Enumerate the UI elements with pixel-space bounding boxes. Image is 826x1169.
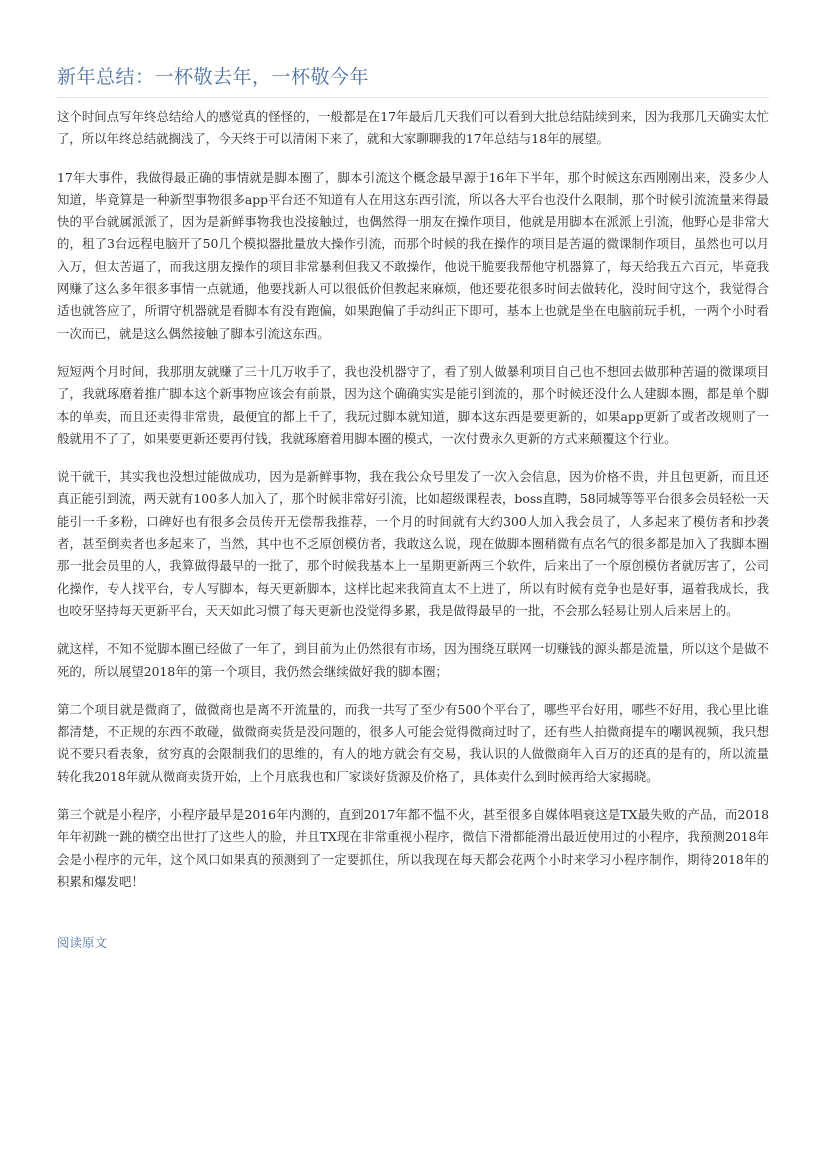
article-paragraph: 第三个就是小程序，小程序最早是2016年内测的，直到2017年都不愠不火，甚至很多自媒体唱衰这是TX最失败的产品，而2018年年初跳一跳的横空出世打了这些人的脸，并且TX现在非常重视小程序，微信下滑都能滑出最近使用过的小程序，我预测2018年会是小程序的元年，这个风口如果真的预测到了一定要抓住，所以我现在每天都会花两个小时来学习小程序制作，期待2018年的积累和爆发吧！ (57, 807, 769, 889)
title-divider (57, 97, 769, 98)
article-paragraph: 就这样，不知不觉脚本圈已经做了一年了，到目前为止仍然很有市场，因为围绕互联网一切赚钱的源头都是流量，所以这个是做不死的，所以展望2018年的第一个项目，我仍然会继续做好我的脚本圈； (57, 641, 769, 679)
article-paragraph: 第二个项目就是微商了，做微商也是离不开流量的，而我一共写了至少有500个平台了，哪些平台好用，哪些不好用，我心里比谁都清楚，不正规的东西不敢碰，做微商卖货是没问题的，很多人可能会觉得微商过时了，还有些人拍微商提车的嘲讽视频，我只想说不要只看表象，贫穷真的会限制我们的思维的，有人的地方就会有交易，我认识的人做微商年入百万的还真的是有的，所以流量转化我2018年就从微商卖货开始，上个月底我也和厂家谈好货源及价格了，具体卖什么到时候再给大家揭晓。 (57, 701, 769, 784)
article-paragraph: 短短两个月时间，我那朋友就赚了三十几万收手了，我也没机器守了，看了别人做暴利项目自己也不想回去做那种苦逼的微课项目了，我就琢磨着推广脚本这个新事物应该会有前景，因为这个确确实实是能引到流的，那个时候还没什么人建脚本圈，都是单个脚本的单卖，而且还卖得非常贵，最便宜的都上千了，我玩过脚本就知道，脚本这东西是要更新的，如果app更新了或者改规则了一般就用不了了，如果要更新还要再付钱，我就琢磨着用脚本圈的模式，一次付费永久更新的方式来颠覆这个行业。 (57, 363, 769, 446)
article-paragraph: 17年大事件，我做得最正确的事情就是脚本圈了，脚本引流这个概念最早源于16年下半年，那个时候这东西刚刚出来，没多少人知道，毕竟算是一种新型事物很多app平台还不知道有人在用这东西引流，所以各大平台也没什么限制，那个时候引流流量来得最快的平台就属派派了，因为是新鲜事物我也没接触过，也偶然得一朋友在操作项目，他就是用脚本在派派上引流，他野心是非常大的，租了3台远程电脑开了50几个模拟器批量放大操作引流，而那个时候的我在操作的项目是苦逼的微课制作项目，虽然也可以月入万，但太苦逼了，而我这朋友操作的项目非常暴利但我又不敢操作，他说干脆要我帮他守机器算了，每天给我五六百元，毕竟我网赚了这么多年很多事情一点就通，他要找新人可以很低价但教起来麻烦，他还要花很多时间去做转化，没时间守这个，我觉得合适也就答应了，所谓守机器就是看脚本有没有跑偏，如果跑偏了手动纠正下即可，基本上也就是坐在电脑前玩手机，一两个小时看一次而已，就是这么偶然接触了脚本引流这东西。 (57, 169, 769, 341)
article-title: 新年总结：一杯敬去年，一杯敬今年 (57, 66, 370, 88)
read-original-link[interactable]: 阅读原文 (57, 935, 108, 950)
article-paragraph: 这个时间点写年终总结给人的感觉真的怪怪的，一般都是在17年最后几天我们可以看到大批总结陆续到来，因为我那几天确实太忙了，所以年终总结就搁浅了，今天终于可以清闲下来了，就和大家聊聊我的17年总结与18年的展望。 (57, 109, 769, 147)
article-paragraph: 说干就干，其实我也没想过能做成功，因为是新鲜事物，我在我公众号里发了一次入会信息，因为价格不贵，并且包更新，而且还真正能引到流，两天就有100多人加入了，那个时候非常好引流，比如超级课程表，boss直聘，58同城等等平台很多会员轻松一天能引一千多粉，口碑好也有很多会员传开无偿帮我推荐，一个月的时间就有大约300人加入我会员了，人多起来了模仿者和抄袭者，甚至倒卖者也多起来了，当然，其中也不乏原创模仿者，我敢这么说，现在做脚本圈稍微有点名气的很多都是加入了我脚本圈那一批会员里的人，我算做得最早的一批了，那个时候我基本上一星期更新两三个软件，后来出了一个原创模仿者就厉害了，公司化操作，专人找平台，专人写脚本，每天更新脚本，这样比起来我简直太不上进了，所以有时候有竞争也是好事，逼着我成长，我也咬牙坚持每天更新平台，天天如此习惯了每天更新也没觉得多累，我是做得最早的一批，不会那么轻易让别人后来居上的。 (57, 469, 769, 618)
article-body (57, 106, 769, 909)
